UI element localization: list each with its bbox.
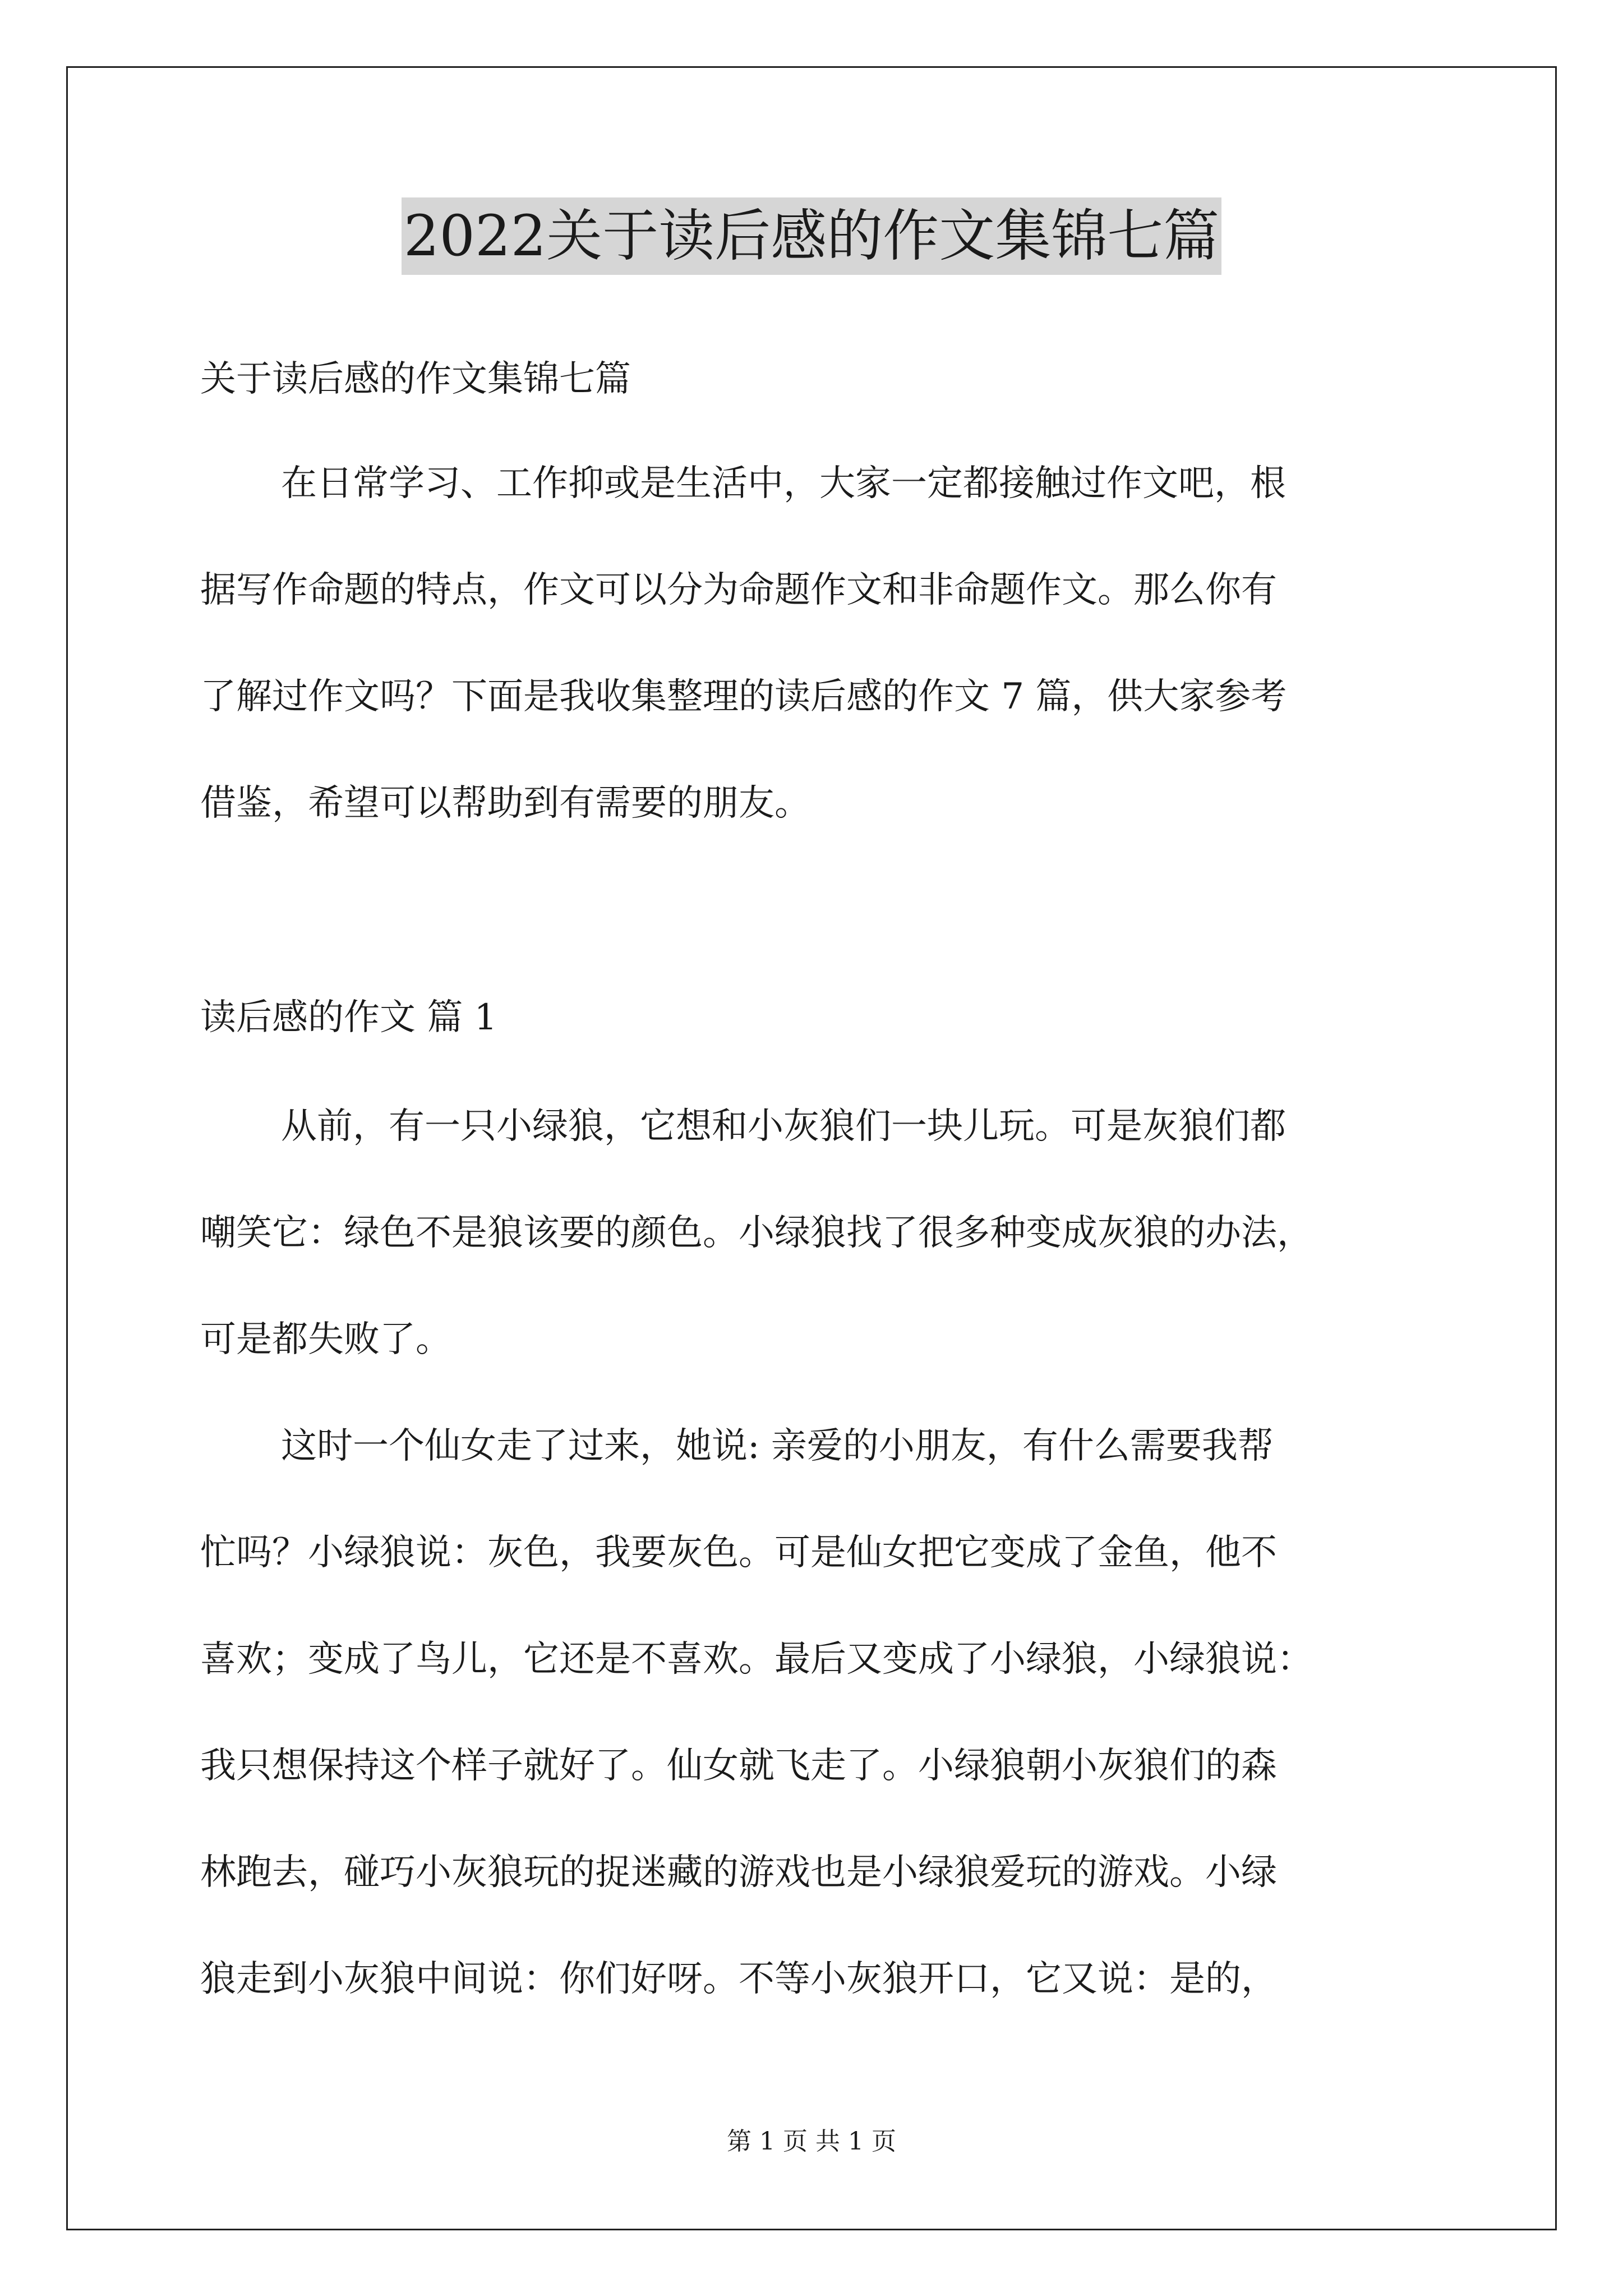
paragraph1-line-1: 从前，有一只小绿狼，它想和小灰狼们一块儿玩。可是灰狼们都 — [281, 1106, 1286, 1147]
intro-line-1: 在日常学习、工作抑或是生活中，大家一定都接触过作文吧，根 — [281, 463, 1286, 504]
paragraph2-line-6: 狼走到小灰狼中间说：你们好呀。不等小灰狼开口，它又说：是的， — [200, 1958, 1277, 2000]
paragraph2-line-3: 喜欢；变成了鸟儿，它还是不喜欢。最后又变成了小绿狼，小绿狼说： — [200, 1639, 1313, 1680]
paragraph2-line-4: 我只想保持这个样子就好了。仙女就飞走了。小绿狼朝小灰狼们的森 — [200, 1745, 1277, 1787]
section-heading: 读后感的作文 篇 1 — [200, 997, 497, 1038]
title-container — [0, 197, 1623, 275]
page-number: 第 1 页 共 1 页 — [727, 2127, 896, 2156]
intro-line-4: 借鉴，希望可以帮助到有需要的朋友。 — [200, 783, 810, 824]
document-subtitle: 关于读后感的作文集锦七篇 — [200, 358, 631, 400]
paragraph2-line-5: 林跑去，碰巧小灰狼玩的捉迷藏的游戏也是小绿狼爱玩的游戏。小绿 — [200, 1852, 1277, 1893]
intro-line-3: 了解过作文吗？下面是我收集整理的读后感的作文 7 篇，供大家参考 — [200, 676, 1287, 717]
intro-line-2: 据写作命题的特点，作文可以分为命题作文和非命题作文。那么你有 — [200, 569, 1277, 611]
paragraph1-line-3: 可是都失败了。 — [200, 1319, 451, 1360]
paragraph1-line-2: 嘲笑它：绿色不是狼该要的颜色。小绿狼找了很多种变成灰狼的办法， — [200, 1212, 1313, 1254]
paragraph2-line-2: 忙吗？小绿狼说：灰色，我要灰色。可是仙女把它变成了金鱼，他不 — [200, 1532, 1277, 1573]
document-title: 2022关于读后感的作文集锦七篇 — [402, 197, 1222, 275]
paragraph2-line-1: 这时一个仙女走了过来，她说: 亲爱的小朋友，有什么需要我帮 — [281, 1425, 1274, 1467]
